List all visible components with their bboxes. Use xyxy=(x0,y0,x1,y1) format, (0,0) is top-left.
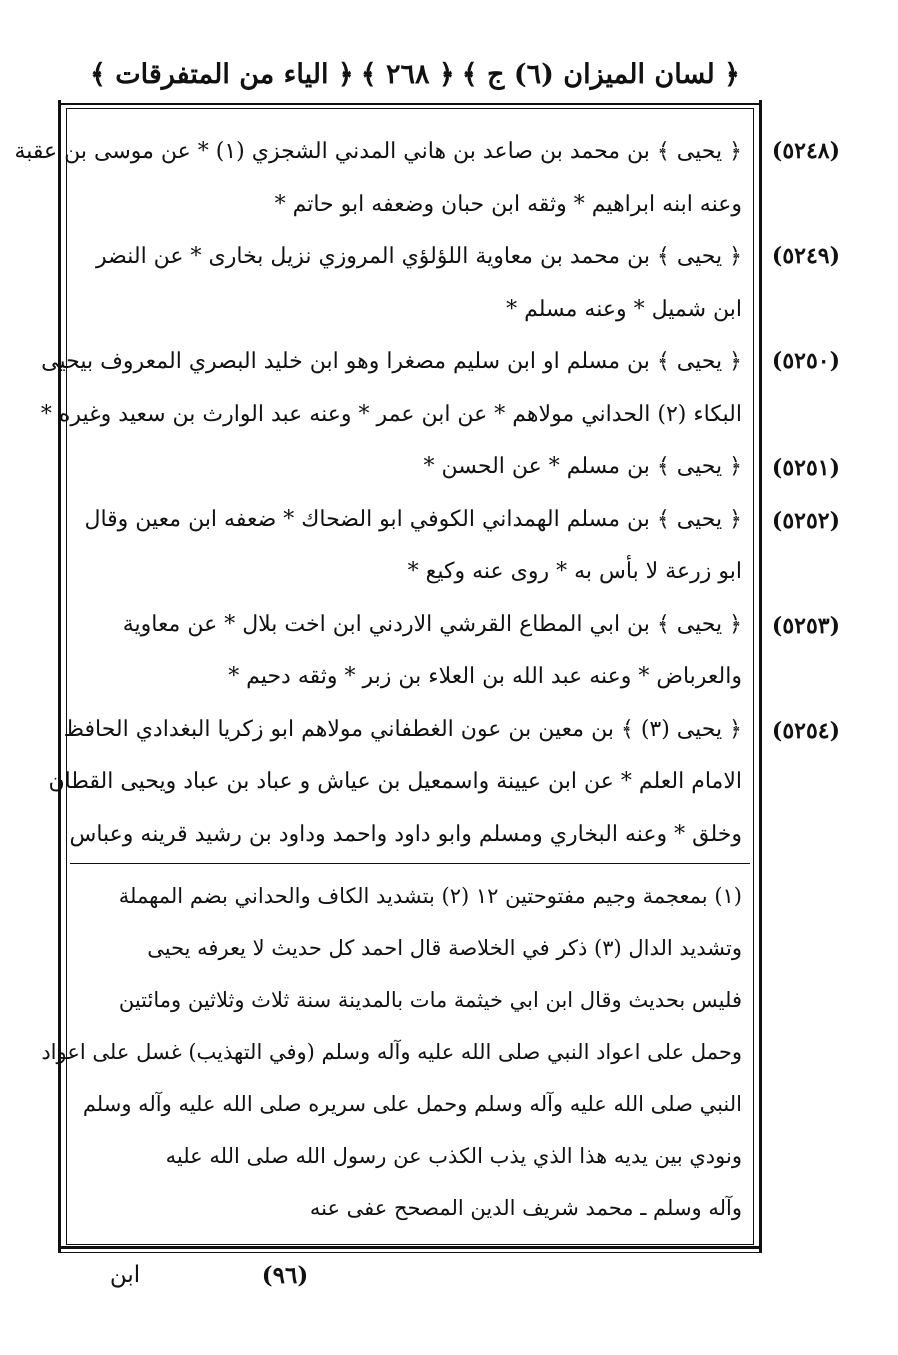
entry-line: الامام العلم * عن ابن عيينة واسمعيل بن عياش و عباد بن عباد ويحيى القطان xyxy=(48,769,742,794)
entry-line: ابن شميل * وعنه مسلم * xyxy=(506,296,742,322)
footnote-line: وآله وسلم ـ محمد شريف الدين المصحح عفى عنه xyxy=(309,1196,742,1220)
entry-line: وخلق * وعنه البخاري ومسلم وابو داود واحمد وداود بن رشيد قرينه وعباس xyxy=(69,821,742,847)
entry-number: (٥٢٤٨) xyxy=(771,138,840,164)
entry-line: ﴿ يحيى ﴾ بن محمد بن معاوية اللؤلؤي المروزي نزيل بخارى * عن النضر xyxy=(96,244,742,269)
entry-number: (٥٢٤٩) xyxy=(771,243,840,269)
footnote-line: ونودي بين يديه هذا الذي يذب الكذب عن رسول الله صلى الله عليه xyxy=(165,1144,742,1168)
footnote-line: (١) بمعجمة وجيم مفتوحتين ١٢ (٢) بتشديد الكاف والحداني بضم المهملة xyxy=(118,884,742,908)
entry-line: ﴿ يحيى ﴾ بن مسلم * عن الحسن * xyxy=(423,454,742,479)
entry-number: (٥٢٥٣) xyxy=(771,613,840,639)
entry-number: (٥٢٥٠) xyxy=(771,348,840,374)
footnotes xyxy=(41,870,742,1234)
footnote-line: فليس بحديث وقال ابن ابي خيثمة مات بالمدينة سنة ثلاث وثلاثين ومائتين xyxy=(118,988,742,1012)
footer-page-number: (٩٦) xyxy=(261,1262,309,1289)
entry-line: ﴿ يحيى ﴾ بن مسلم الهمداني الكوفي ابو الضحاك * ضعفه ابن معين وقال xyxy=(84,506,742,532)
footnote-line: النبي صلى الله عليه وآله وسلم وحمل على سريره صلى الله عليه وآله وسلم xyxy=(82,1092,742,1116)
header-book-title: ﴿ لسان الميزان (٦) ج ﴾ xyxy=(461,58,740,90)
top-rule xyxy=(58,103,762,105)
entry-number: (٥٢٥١) xyxy=(771,455,840,481)
entry-line: وعنه ابنه ابراهيم * وثقه ابن حبان وضعفه ابو حاتم * xyxy=(274,191,742,217)
entry-line: والعرباض * وعنه عبد الله بن العلاء بن زبر * وثقه دحيم * xyxy=(228,664,742,689)
running-header xyxy=(90,52,740,96)
entry-line: ﴿ يحيى (٣) ﴾ بن معين بن عون الغطفاني مولاهم ابو زكريا البغدادي الحافظ xyxy=(63,716,742,742)
footnote-divider xyxy=(70,863,750,864)
footer-catch-word: ابن xyxy=(109,1262,141,1288)
entry-line: ﴿ يحيى ﴾ بن مسلم او ابن سليم مصغرا وهو ابن خليد البصري المعروف بيحيى xyxy=(41,349,742,374)
bottom-rule xyxy=(58,1246,762,1249)
entry-line: ﴿ يحيى ﴾ بن محمد بن صاعد بن هاني المدني الشجزي (١) * عن موسى بن عقبة xyxy=(14,139,742,164)
bottom-rule-secondary xyxy=(58,1252,762,1253)
entry-line: ﴿ يحيى ﴾ بن ابي المطاع القرشي الاردني ابن اخت بلال * عن معاوية xyxy=(122,611,742,637)
main-text xyxy=(14,126,742,861)
entry-line: البكاء (٢) الحداني مولاهم * عن ابن عمر * وعنه عبد الوارث بن سعيد وغيره * xyxy=(40,401,742,427)
header-section-title: ﴿ الياء من المتفرقات ﴾ xyxy=(90,58,354,90)
entry-number: (٥٢٥٤) xyxy=(771,718,840,744)
footnote-line: وحمل على اعواد النبي صلى الله عليه وآله وسلم (وفي التهذيب) غسل على اعواد xyxy=(41,1040,742,1064)
entry-number: (٥٢٥٢) xyxy=(771,508,840,534)
entry-line: ابو زرعة لا بأس به * روى عنه وكيع * xyxy=(407,559,742,584)
footnote-line: وتشديد الدال (٣) ذكر في الخلاصة قال احمد كل حديث لا يعرفه يحيى xyxy=(147,936,742,960)
header-page-number: ﴿ ٢٦٨ ﴾ xyxy=(360,58,455,90)
